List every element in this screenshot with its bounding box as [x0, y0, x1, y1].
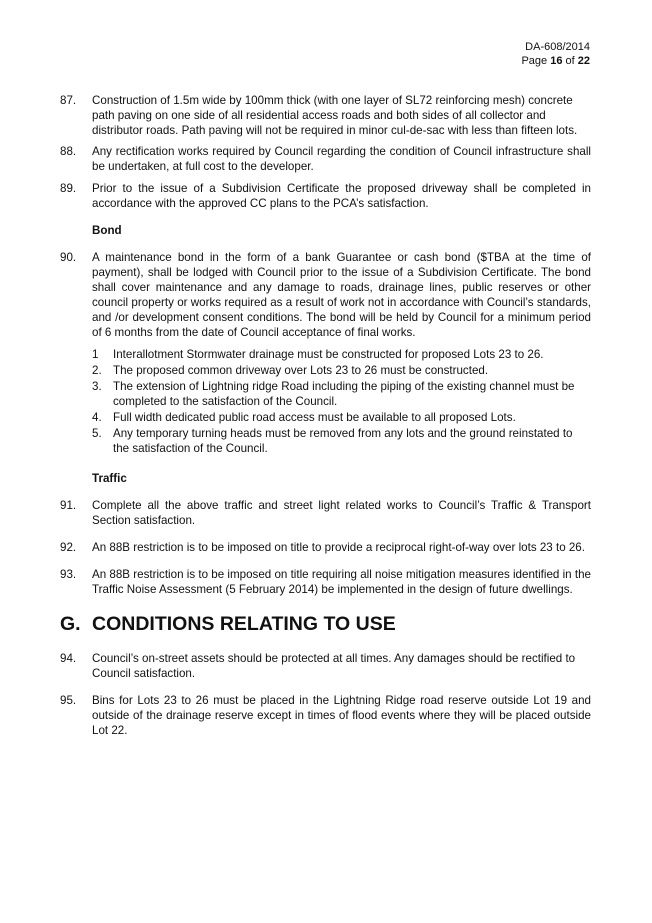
condition-item [60, 540, 591, 555]
condition-number: 94. [60, 652, 77, 665]
list-item-number: 4. [92, 411, 102, 424]
condition-text: Any rectification works required by Council regarding the condition of Council infrastructure shall be undertaken, at full cost to the developer. [92, 145, 591, 173]
condition-number: 88. [60, 145, 77, 158]
condition-text: Prior to the issue of a Subdivision Certificate the proposed driveway shall be completed in accordance with the approved CC plans to the PCA’s satisfaction. [92, 182, 591, 210]
page-number: Page 16 of 22 [521, 55, 590, 67]
list-item [92, 426, 591, 456]
condition-number: 89. [60, 182, 77, 195]
list-item-text: Any temporary turning heads must be removed from any lots and the ground reinstated to the satisfaction of the Council. [113, 427, 573, 455]
condition-item [60, 567, 591, 597]
list-item [92, 410, 591, 425]
bond-requirements-list [92, 347, 591, 456]
list-item-number: 1 [92, 348, 99, 361]
condition-item [60, 651, 591, 681]
condition-number: 90. [60, 251, 77, 264]
bond-heading: Bond [92, 224, 122, 237]
condition-item [60, 144, 591, 174]
section-title: CONDITIONS RELATING TO USE [92, 613, 396, 635]
condition-text: A maintenance bond in the form of a bank Guarantee or cash bond ($TBA at the time of payment), shall be lodged with Council prior to the issue of a Subdivision Certificate. The bond shall cover maintenance and any damage to roads, drainage lines, public reserves or other council property or works required as a result of work not in accordance with Council’s standards, and /or development consent conditions. The bond will be held by Council for a minimum period of 6 months from the date of Council acceptance of final works. [92, 251, 591, 339]
condition-item [60, 93, 591, 138]
condition-text: Bins for Lots 23 to 26 must be placed in the Lightning Ridge road reserve outside Lot 19 and outside of the drainage reserve except in times of flood events where they will be placed outside Lot 22. [92, 694, 591, 737]
condition-number: 87. [60, 94, 77, 107]
condition-text: Council’s on-street assets should be protected at all times. Any damages should be rectified to Council satisfaction. [92, 652, 576, 680]
list-item-text: Full width dedicated public road access must be available to all proposed Lots. [113, 411, 516, 424]
condition-number: 95. [60, 694, 77, 707]
condition-item [60, 693, 591, 738]
list-item-text: Interallotment Stormwater drainage must be constructed for proposed Lots 23 to 26. [113, 348, 544, 361]
list-item [92, 347, 591, 362]
condition-text: Construction of 1.5m wide by 100mm thick (with one layer of SL72 reinforcing mesh) concrete path paving on one side of all residential access roads and both sides of all collector and distributor roads. Path paving will not be required in minor cul-de-sac with less than fifteen lots. [92, 94, 578, 137]
page-header [521, 40, 590, 68]
list-item [92, 363, 591, 378]
traffic-heading: Traffic [92, 472, 127, 485]
condition-item [60, 250, 591, 340]
condition-text: An 88B restriction is to be imposed on title to provide a reciprocal right-of-way over lots 23 to 26. [92, 541, 585, 554]
list-item-text: The extension of Lightning ridge Road including the piping of the existing channel must be completed to the satisfaction of the Council. [113, 380, 575, 408]
list-item-number: 5. [92, 427, 102, 440]
document-reference: DA-608/2014 [525, 41, 590, 53]
condition-text: An 88B restriction is to be imposed on title requiring all noise mitigation measures identified in the Traffic Noise Assessment (5 February 2014) be implemented in the design of future dwellings. [92, 568, 591, 596]
condition-number: 92. [60, 541, 77, 554]
list-item-number: 3. [92, 380, 102, 393]
section-letter: G. [60, 613, 81, 635]
condition-number: 91. [60, 499, 77, 512]
condition-number: 93. [60, 568, 77, 581]
list-item-number: 2. [92, 364, 102, 377]
list-item-text: The proposed common driveway over Lots 23 to 26 must be constructed. [113, 364, 489, 377]
condition-text: Complete all the above traffic and street light related works to Council’s Traffic & Transport Section satisfaction. [92, 499, 591, 527]
section-heading [60, 612, 591, 636]
list-item [92, 379, 591, 409]
condition-item [60, 498, 591, 528]
document-body [60, 93, 591, 738]
condition-item [60, 181, 591, 211]
